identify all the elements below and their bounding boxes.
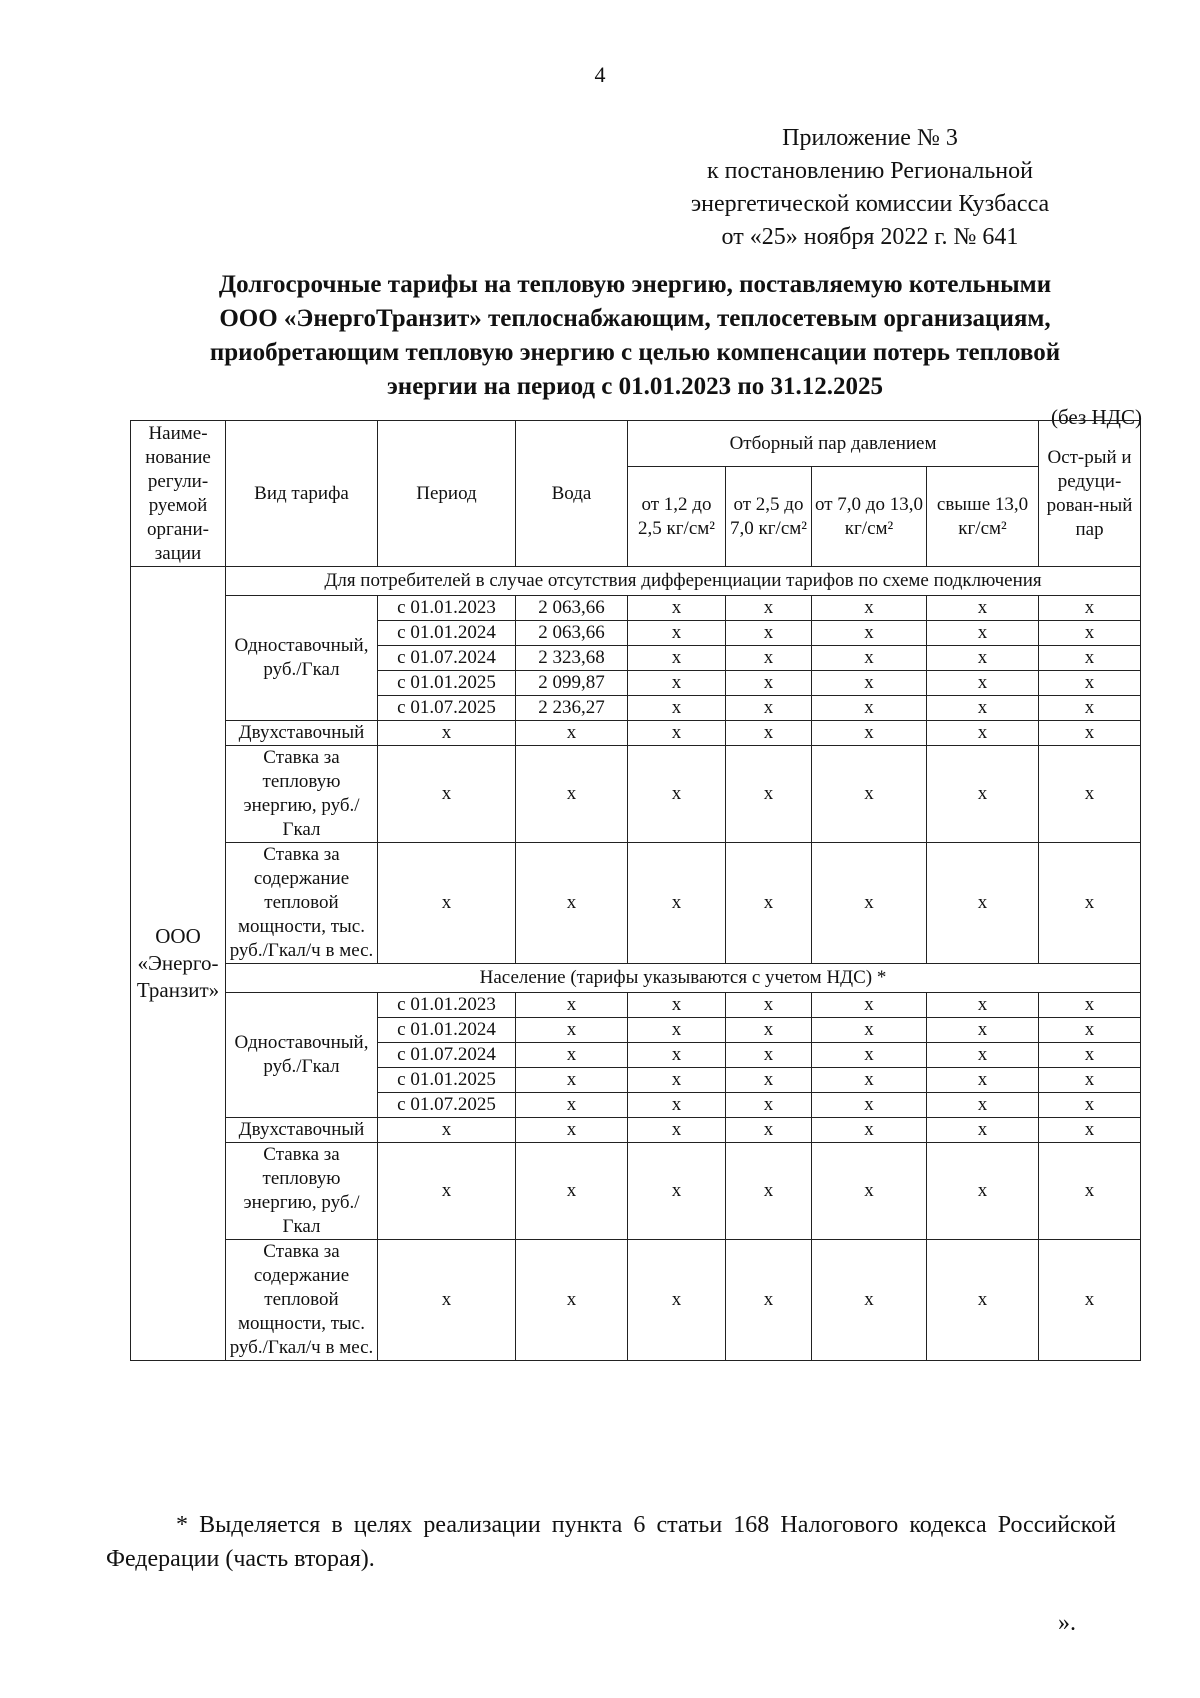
water-cell: х bbox=[516, 843, 628, 964]
steam-cell: х bbox=[812, 746, 927, 843]
steam-cell: х bbox=[927, 1143, 1039, 1240]
sharp-steam-cell: х bbox=[1039, 993, 1141, 1018]
steam-cell: х bbox=[927, 993, 1039, 1018]
sharp-steam-cell: х bbox=[1039, 1143, 1141, 1240]
sharp-steam-cell: х bbox=[1039, 596, 1141, 621]
period-cell: с 01.07.2025 bbox=[378, 696, 516, 721]
steam-cell: х bbox=[812, 1143, 927, 1240]
tariff-type-label: Ставка за тепловую энергию, руб./Гкал bbox=[226, 1143, 378, 1240]
vat-note: (без НДС) bbox=[1050, 405, 1142, 429]
steam-cell: х bbox=[628, 1093, 726, 1118]
steam-cell: х bbox=[628, 1018, 726, 1043]
sharp-steam-cell: х bbox=[1039, 696, 1141, 721]
steam-cell: х bbox=[927, 696, 1039, 721]
steam-cell: х bbox=[628, 843, 726, 964]
footnote: * Выделяется в целях реализации пункта 6 статьи 168 Налогового кодекса Российской Федерации (часть вторая). bbox=[106, 1512, 1116, 1572]
steam-cell: х bbox=[628, 1118, 726, 1143]
water-cell: х bbox=[516, 1068, 628, 1093]
section-title: Для потребителей в случае отсутствия дифференциации тарифов по схеме подключения bbox=[226, 567, 1141, 596]
sharp-steam-cell: х bbox=[1039, 1093, 1141, 1118]
steam-cell: х bbox=[812, 1093, 927, 1118]
steam-cell: х bbox=[726, 1118, 812, 1143]
header-steam-4: свыше 13,0 кг/см² bbox=[927, 467, 1039, 567]
tariff-type-label: Одноставочный, руб./Гкал bbox=[226, 993, 378, 1118]
header-steam-2: от 2,5 до 7,0 кг/см² bbox=[726, 467, 812, 567]
steam-cell: х bbox=[927, 596, 1039, 621]
tariff-type-label: Ставка за тепловую энергию, руб./Гкал bbox=[226, 746, 378, 843]
tariff-type-label: Ставка за содержание тепловой мощности, тыс. руб./Гкал/ч в мес. bbox=[226, 1240, 378, 1361]
steam-cell: х bbox=[927, 621, 1039, 646]
sharp-steam-cell: х bbox=[1039, 1018, 1141, 1043]
period-cell: х bbox=[378, 721, 516, 746]
period-cell: с 01.01.2024 bbox=[378, 1018, 516, 1043]
steam-cell: х bbox=[726, 746, 812, 843]
period-cell: с 01.01.2025 bbox=[378, 671, 516, 696]
steam-cell: х bbox=[726, 1093, 812, 1118]
closing-quote: ». bbox=[1058, 1610, 1076, 1636]
water-cell: 2 236,27 bbox=[516, 696, 628, 721]
period-cell: х bbox=[378, 1143, 516, 1240]
steam-cell: х bbox=[726, 596, 812, 621]
steam-cell: х bbox=[812, 1043, 927, 1068]
header-sharp-steam: Ост-рый и редуци-рован-ный пар bbox=[1039, 421, 1141, 567]
title-line: ООО «ЭнергоТранзит» теплоснабжающим, теплосетевым организациям, bbox=[219, 305, 1051, 332]
steam-cell: х bbox=[812, 696, 927, 721]
appendix-block bbox=[640, 122, 1100, 254]
header-water: Вода bbox=[516, 421, 628, 567]
period-cell: х bbox=[378, 1240, 516, 1361]
steam-cell: х bbox=[628, 596, 726, 621]
period-cell: х bbox=[378, 1118, 516, 1143]
period-cell: с 01.01.2023 bbox=[378, 596, 516, 621]
steam-cell: х bbox=[628, 1143, 726, 1240]
steam-cell: х bbox=[726, 1068, 812, 1093]
sharp-steam-cell: х bbox=[1039, 621, 1141, 646]
steam-cell: х bbox=[927, 1018, 1039, 1043]
steam-cell: х bbox=[927, 646, 1039, 671]
water-cell: 2 063,66 bbox=[516, 596, 628, 621]
steam-cell: х bbox=[726, 721, 812, 746]
steam-cell: х bbox=[628, 621, 726, 646]
sharp-steam-cell: х bbox=[1039, 646, 1141, 671]
steam-cell: х bbox=[726, 1018, 812, 1043]
steam-cell: х bbox=[812, 1068, 927, 1093]
steam-cell: х bbox=[927, 721, 1039, 746]
water-cell: х bbox=[516, 1143, 628, 1240]
steam-cell: х bbox=[812, 843, 927, 964]
title-line: энергии на период с 01.01.2023 по 31.12.2025 bbox=[386, 373, 883, 400]
tariff-type-label: Ставка за содержание тепловой мощности, тыс. руб./Гкал/ч в мес. bbox=[226, 843, 378, 964]
tariff-type-label: Одноставочный, руб./Гкал bbox=[226, 596, 378, 721]
header-tariff-type: Вид тарифа bbox=[226, 421, 378, 567]
appendix-line: от «25» ноября 2022 г. № 641 bbox=[721, 224, 1019, 250]
sharp-steam-cell: х bbox=[1039, 1043, 1141, 1068]
tariff-type-label: Двухставочный bbox=[226, 1118, 378, 1143]
steam-cell: х bbox=[927, 1093, 1039, 1118]
sharp-steam-cell: х bbox=[1039, 1118, 1141, 1143]
steam-cell: х bbox=[812, 671, 927, 696]
page-number: 4 bbox=[594, 62, 606, 87]
header-steam-1: от 1,2 до 2,5 кг/см² bbox=[628, 467, 726, 567]
period-cell: с 01.07.2024 bbox=[378, 646, 516, 671]
steam-cell: х bbox=[812, 646, 927, 671]
steam-cell: х bbox=[628, 721, 726, 746]
steam-cell: х bbox=[726, 1043, 812, 1068]
sharp-steam-cell: х bbox=[1039, 1240, 1141, 1361]
period-cell: с 01.07.2024 bbox=[378, 1043, 516, 1068]
title-line: Долгосрочные тарифы на тепловую энергию, поставляемую котельными bbox=[218, 271, 1052, 298]
steam-cell: х bbox=[927, 1043, 1039, 1068]
steam-cell: х bbox=[726, 646, 812, 671]
steam-cell: х bbox=[812, 596, 927, 621]
sharp-steam-cell: х bbox=[1039, 671, 1141, 696]
steam-cell: х bbox=[812, 1118, 927, 1143]
steam-cell: х bbox=[628, 746, 726, 843]
water-cell: х bbox=[516, 1093, 628, 1118]
period-cell: с 01.01.2024 bbox=[378, 621, 516, 646]
steam-cell: х bbox=[628, 1043, 726, 1068]
steam-cell: х bbox=[628, 993, 726, 1018]
water-cell: 2 063,66 bbox=[516, 621, 628, 646]
water-cell: х bbox=[516, 1018, 628, 1043]
steam-cell: х bbox=[628, 696, 726, 721]
water-cell: 2 323,68 bbox=[516, 646, 628, 671]
appendix-line: Приложение № 3 bbox=[782, 125, 958, 151]
tariff-table bbox=[130, 420, 1141, 1361]
steam-cell: х bbox=[726, 1240, 812, 1361]
steam-cell: х bbox=[927, 746, 1039, 843]
header-steam-group: Отборный пар давлением bbox=[628, 421, 1039, 467]
steam-cell: х bbox=[812, 721, 927, 746]
steam-cell: х bbox=[628, 1068, 726, 1093]
water-cell: х bbox=[516, 721, 628, 746]
steam-cell: х bbox=[726, 843, 812, 964]
period-cell: с 01.07.2025 bbox=[378, 1093, 516, 1118]
steam-cell: х bbox=[812, 621, 927, 646]
sharp-steam-cell: х bbox=[1039, 843, 1141, 964]
document-title bbox=[130, 268, 1140, 404]
appendix-line: к постановлению Региональной bbox=[707, 158, 1033, 184]
tariff-type-label: Двухставочный bbox=[226, 721, 378, 746]
period-cell: с 01.01.2023 bbox=[378, 993, 516, 1018]
steam-cell: х bbox=[726, 1143, 812, 1240]
period-cell: х bbox=[378, 843, 516, 964]
title-line: приобретающим тепловую энергию с целью компенсации потерь тепловой bbox=[209, 339, 1061, 366]
water-cell: х bbox=[516, 1240, 628, 1361]
steam-cell: х bbox=[927, 1240, 1039, 1361]
sharp-steam-cell: х bbox=[1039, 721, 1141, 746]
steam-cell: х bbox=[726, 993, 812, 1018]
period-cell: с 01.01.2025 bbox=[378, 1068, 516, 1093]
water-cell: х bbox=[516, 1043, 628, 1068]
steam-cell: х bbox=[927, 843, 1039, 964]
header-org: Наиме-нование регули-руемой органи-зации bbox=[131, 421, 226, 567]
steam-cell: х bbox=[726, 671, 812, 696]
steam-cell: х bbox=[628, 671, 726, 696]
water-cell: х bbox=[516, 993, 628, 1018]
sharp-steam-cell: х bbox=[1039, 746, 1141, 843]
header-period: Период bbox=[378, 421, 516, 567]
steam-cell: х bbox=[628, 646, 726, 671]
water-cell: х bbox=[516, 746, 628, 843]
steam-cell: х bbox=[726, 696, 812, 721]
steam-cell: х bbox=[927, 671, 1039, 696]
steam-cell: х bbox=[812, 1018, 927, 1043]
steam-cell: х bbox=[812, 1240, 927, 1361]
water-cell: 2 099,87 bbox=[516, 671, 628, 696]
sharp-steam-cell: х bbox=[1039, 1068, 1141, 1093]
section-title: Население (тарифы указываются с учетом НДС) * bbox=[226, 964, 1141, 993]
appendix-line: энергетической комиссии Кузбасса bbox=[690, 191, 1050, 217]
steam-cell: х bbox=[726, 621, 812, 646]
header-steam-3: от 7,0 до 13,0 кг/см² bbox=[812, 467, 927, 567]
steam-cell: х bbox=[812, 993, 927, 1018]
steam-cell: х bbox=[628, 1240, 726, 1361]
org-name: ООО «Энерго-Транзит» bbox=[131, 567, 226, 1361]
steam-cell: х bbox=[927, 1068, 1039, 1093]
period-cell: х bbox=[378, 746, 516, 843]
water-cell: х bbox=[516, 1118, 628, 1143]
steam-cell: х bbox=[927, 1118, 1039, 1143]
